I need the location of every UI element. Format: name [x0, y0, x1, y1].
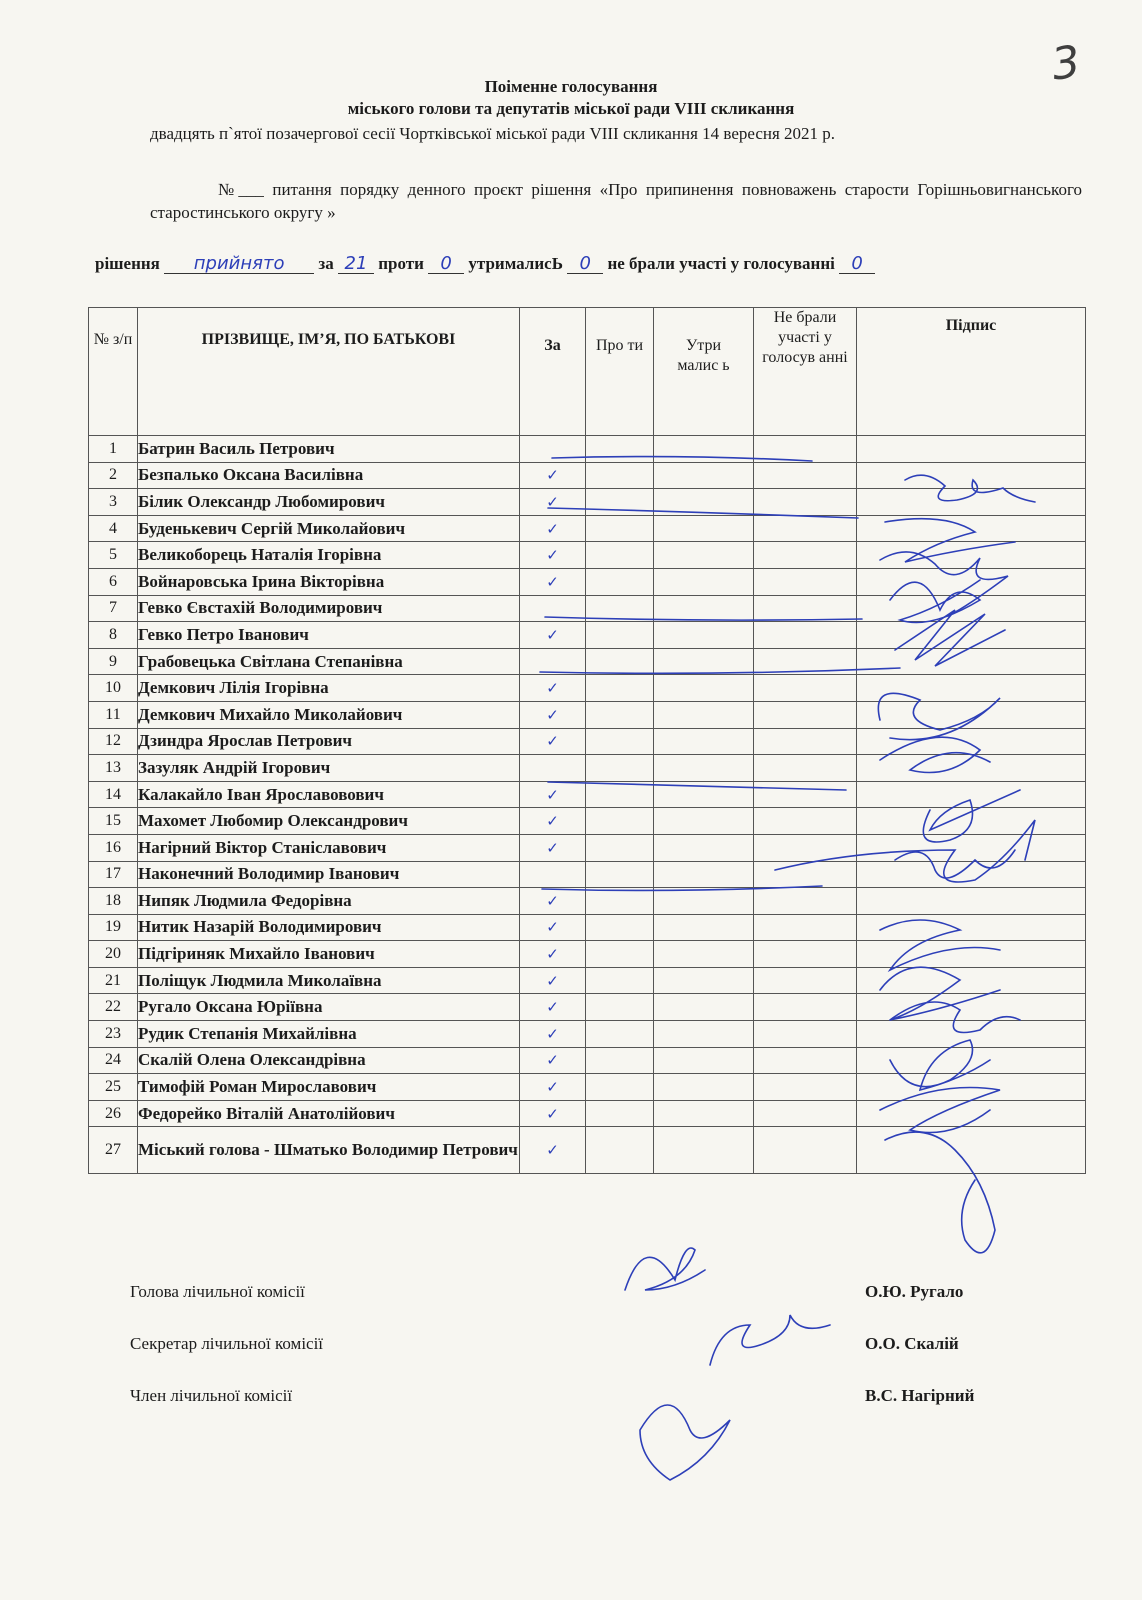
table-row [89, 675, 1086, 702]
not-voted-label: не брали участі у голосуванні [607, 254, 835, 273]
vote-against-cell [586, 755, 654, 782]
vote-against-cell [586, 542, 654, 569]
for-label: за [318, 254, 334, 273]
header-name: ПРІЗВИЩЕ, ІМ’Я, ПО БАТЬКОВІ [138, 308, 520, 436]
member-name: Махомет Любомир Олександрович [138, 808, 520, 835]
member-name: Батрин Василь Петрович [138, 436, 520, 463]
member-name: Безпалько Оксана Василівна [138, 462, 520, 489]
vote-for-cell [520, 542, 586, 569]
vote-against-cell [586, 489, 654, 516]
agenda-text: питання порядку денного проєкт рішення «Про припинення повноважень старости Горішньовигнанського старостинського округу » [150, 180, 1082, 222]
check-mark-icon: ✓ [546, 1078, 559, 1097]
table-row [89, 834, 1086, 861]
signature-cell [857, 781, 1086, 808]
vote-abstained-cell [654, 1047, 754, 1074]
vote-not-voted-cell [754, 994, 857, 1021]
signature-cell [857, 462, 1086, 489]
signature-cell [857, 728, 1086, 755]
vote-against-cell [586, 994, 654, 1021]
decision-label: рішення [95, 254, 160, 273]
vote-not-voted-cell [754, 781, 857, 808]
vote-not-voted-cell [754, 436, 857, 463]
vote-abstained-cell [654, 781, 754, 808]
vote-against-cell [586, 1100, 654, 1127]
header-against: Про ти [586, 308, 654, 436]
table-row [89, 808, 1086, 835]
row-number: 2 [89, 462, 138, 489]
vote-for-cell [520, 1021, 586, 1048]
voting-table-body [89, 436, 1086, 1174]
check-mark-icon: ✓ [546, 572, 559, 591]
row-number: 5 [89, 542, 138, 569]
table-row [89, 622, 1086, 649]
vote-abstained-cell [654, 436, 754, 463]
vote-not-voted-cell [754, 595, 857, 622]
vote-not-voted-cell [754, 1021, 857, 1048]
signature-cell [857, 1047, 1086, 1074]
vote-for-cell [520, 994, 586, 1021]
vote-not-voted-cell [754, 701, 857, 728]
vote-abstained-cell [654, 595, 754, 622]
vote-not-voted-cell [754, 648, 857, 675]
table-row [89, 941, 1086, 968]
table-row [89, 568, 1086, 595]
member-name: Тимофій Роман Мирославович [138, 1074, 520, 1101]
vote-against-cell [586, 568, 654, 595]
member-role: Член лічильної комісії [130, 1386, 293, 1405]
member-name: Дзиндра Ярослав Петрович [138, 728, 520, 755]
vote-against-cell [586, 1021, 654, 1048]
vote-against-cell [586, 622, 654, 649]
vote-for-cell [520, 462, 586, 489]
vote-for-cell [520, 1047, 586, 1074]
vote-for-cell [520, 1074, 586, 1101]
page-number: 3 [1048, 36, 1084, 91]
vote-for-cell [520, 1100, 586, 1127]
vote-abstained-cell [654, 914, 754, 941]
vote-for-cell [520, 755, 586, 782]
member-name: Великоборець Наталія Ігорівна [138, 542, 520, 569]
row-number: 7 [89, 595, 138, 622]
member-name: Гевко Петро Іванович [138, 622, 520, 649]
vote-not-voted-cell [754, 914, 857, 941]
vote-against-cell [586, 728, 654, 755]
vote-for-cell [520, 781, 586, 808]
member-name: Рудик Степанія Михайлівна [138, 1021, 520, 1048]
vote-abstained-cell [654, 568, 754, 595]
vote-abstained-cell [654, 675, 754, 702]
vote-abstained-cell [654, 701, 754, 728]
signature-cell [857, 675, 1086, 702]
vote-against-cell [586, 648, 654, 675]
row-number: 26 [89, 1100, 138, 1127]
vote-against-cell [586, 1047, 654, 1074]
signature-cell [857, 701, 1086, 728]
table-row [89, 994, 1086, 1021]
vote-abstained-cell [654, 994, 754, 1021]
check-mark-icon: ✓ [546, 1051, 559, 1070]
check-mark-icon: ✓ [546, 466, 559, 485]
table-row [89, 861, 1086, 888]
table-row [89, 489, 1086, 516]
vote-for-cell [520, 808, 586, 835]
table-row [89, 542, 1086, 569]
signature-cell [857, 967, 1086, 994]
vote-abstained-cell [654, 515, 754, 542]
row-number: 17 [89, 861, 138, 888]
check-mark-icon: ✓ [546, 918, 559, 937]
vote-not-voted-cell [754, 755, 857, 782]
vote-not-voted-cell [754, 515, 857, 542]
vote-against-cell [586, 861, 654, 888]
vote-abstained-cell [654, 542, 754, 569]
row-number: 12 [89, 728, 138, 755]
row-number: 22 [89, 994, 138, 1021]
table-row [89, 1074, 1086, 1101]
vote-not-voted-cell [754, 888, 857, 915]
row-number: 25 [89, 1074, 138, 1101]
check-mark-icon: ✓ [546, 971, 559, 990]
signature-cell [857, 1127, 1086, 1174]
member-name: Нипяк Людмила Федорівна [138, 888, 520, 915]
vote-abstained-cell [654, 888, 754, 915]
vote-not-voted-cell [754, 941, 857, 968]
row-number: 9 [89, 648, 138, 675]
decision-summary [95, 254, 1095, 274]
signature-cell [857, 515, 1086, 542]
vote-abstained-cell [654, 622, 754, 649]
table-row [89, 648, 1086, 675]
row-number: 21 [89, 967, 138, 994]
signature-cell [857, 595, 1086, 622]
row-number: 20 [89, 941, 138, 968]
vote-abstained-cell [654, 967, 754, 994]
vote-not-voted-cell [754, 1074, 857, 1101]
signature-cell [857, 436, 1086, 463]
not-voted-count: 0 [839, 255, 875, 274]
vote-not-voted-cell [754, 675, 857, 702]
vote-abstained-cell [654, 808, 754, 835]
member-name: Войнаровська Ірина Вікторівна [138, 568, 520, 595]
member-name: Грабовецька Світлана Степанівна [138, 648, 520, 675]
vote-abstained-cell [654, 648, 754, 675]
member-name: Скалій Олена Олександрівна [138, 1047, 520, 1074]
member-name: Зазуляк Андрій Ігорович [138, 755, 520, 782]
check-mark-icon: ✓ [546, 1024, 559, 1043]
member-name: Демкович Лілія Ігорівна [138, 675, 520, 702]
vote-for-cell [520, 967, 586, 994]
check-mark-icon: ✓ [546, 705, 559, 724]
session-description: двадцять п`ятої позачергової сесії Чортківської міської ради VIII скликання 14 вересня 2021 р. [150, 124, 836, 143]
vote-not-voted-cell [754, 834, 857, 861]
vote-for-cell [520, 648, 586, 675]
vote-against-cell [586, 595, 654, 622]
table-row [89, 1127, 1086, 1174]
member-name: Демкович Михайло Миколайович [138, 701, 520, 728]
vote-abstained-cell [654, 1100, 754, 1127]
signature-cell [857, 914, 1086, 941]
vote-not-voted-cell [754, 462, 857, 489]
vote-not-voted-cell [754, 489, 857, 516]
signature-secretary [710, 1315, 830, 1365]
table-row [89, 515, 1086, 542]
check-mark-icon: ✓ [546, 492, 559, 511]
vote-not-voted-cell [754, 1127, 857, 1174]
document-title: Поіменне голосування [484, 77, 658, 96]
against-label: проти [378, 254, 424, 273]
vote-not-voted-cell [754, 542, 857, 569]
vote-against-cell [586, 675, 654, 702]
vote-for-cell [520, 436, 586, 463]
signature-cell [857, 941, 1086, 968]
vote-not-voted-cell [754, 861, 857, 888]
check-mark-icon: ✓ [546, 1104, 559, 1123]
vote-not-voted-cell [754, 568, 857, 595]
table-row [89, 462, 1086, 489]
vote-for-cell [520, 914, 586, 941]
voting-table [88, 307, 1086, 1174]
vote-for-cell [520, 568, 586, 595]
vote-for-cell [520, 515, 586, 542]
chairman-role: Голова лічильної комісії [130, 1282, 305, 1301]
vote-abstained-cell [654, 728, 754, 755]
against-count: 0 [428, 255, 464, 274]
member-name: Наконечний Володимир Іванович [138, 861, 520, 888]
decision-value: прийнято [164, 255, 314, 274]
row-number: 16 [89, 834, 138, 861]
vote-abstained-cell [654, 1127, 754, 1174]
check-mark-icon: ✓ [546, 945, 559, 964]
vote-against-cell [586, 701, 654, 728]
secretary-role: Секретар лічильної комісії [130, 1334, 324, 1353]
vote-for-cell [520, 595, 586, 622]
signature-cell [857, 808, 1086, 835]
vote-against-cell [586, 914, 654, 941]
vote-against-cell [586, 781, 654, 808]
row-number: 13 [89, 755, 138, 782]
check-mark-icon: ✓ [546, 891, 559, 910]
row-number: 14 [89, 781, 138, 808]
member-name: Нитик Назарій Володимирович [138, 914, 520, 941]
vote-for-cell [520, 701, 586, 728]
row-number: 24 [89, 1047, 138, 1074]
vote-not-voted-cell [754, 1100, 857, 1127]
agenda-item [150, 178, 1082, 224]
header-for: За [520, 308, 586, 436]
member-name: Поліщук Людмила Миколаївна [138, 967, 520, 994]
vote-for-cell [520, 622, 586, 649]
row-number: 27 [89, 1127, 138, 1174]
row-number: 19 [89, 914, 138, 941]
vote-against-cell [586, 462, 654, 489]
vote-against-cell [586, 515, 654, 542]
vote-for-cell [520, 941, 586, 968]
signature-cell [857, 755, 1086, 782]
vote-not-voted-cell [754, 967, 857, 994]
signature-cell [857, 994, 1086, 1021]
row-number: 1 [89, 436, 138, 463]
row-number: 4 [89, 515, 138, 542]
vote-abstained-cell [654, 462, 754, 489]
table-row [89, 728, 1086, 755]
signature-cell [857, 622, 1086, 649]
signature-cell [857, 1100, 1086, 1127]
row-number: 6 [89, 568, 138, 595]
vote-not-voted-cell [754, 808, 857, 835]
signature-cell [857, 861, 1086, 888]
table-row [89, 595, 1086, 622]
vote-abstained-cell [654, 755, 754, 782]
vote-abstained-cell [654, 941, 754, 968]
vote-abstained-cell [654, 489, 754, 516]
signature-cell [857, 648, 1086, 675]
vote-for-cell [520, 728, 586, 755]
table-row [89, 888, 1086, 915]
vote-not-voted-cell [754, 728, 857, 755]
table-row [89, 967, 1086, 994]
check-mark-icon: ✓ [546, 732, 559, 751]
row-number: 10 [89, 675, 138, 702]
signature-chairman [625, 1248, 705, 1290]
for-count: 21 [338, 255, 374, 274]
vote-against-cell [586, 1127, 654, 1174]
signature-cell [857, 489, 1086, 516]
check-mark-icon: ✓ [546, 625, 559, 644]
member-name: Калакайло Іван Ярославовович [138, 781, 520, 808]
agenda-number: №___ [218, 180, 264, 199]
member-name: Міський голова - Шматько Володимир Петрович [138, 1127, 520, 1174]
table-row [89, 1047, 1086, 1074]
secretary-name: О.О. Скалій [865, 1334, 959, 1353]
row-number: 18 [89, 888, 138, 915]
signature-member [640, 1405, 730, 1480]
member-name: Буденькевич Сергій Миколайович [138, 515, 520, 542]
vote-against-cell [586, 888, 654, 915]
table-row [89, 914, 1086, 941]
signature-cell [857, 1021, 1086, 1048]
row-number: 23 [89, 1021, 138, 1048]
chairman-name: О.Ю. Ругало [865, 1282, 964, 1301]
signature-cell [857, 888, 1086, 915]
vote-for-cell [520, 888, 586, 915]
vote-against-cell [586, 436, 654, 463]
vote-against-cell [586, 808, 654, 835]
abstained-count: 0 [567, 255, 603, 274]
check-mark-icon: ✓ [546, 785, 559, 804]
row-number: 15 [89, 808, 138, 835]
member-name: Ругало Оксана Юріївна [138, 994, 520, 1021]
member-name: Білик Олександр Любомирович [138, 489, 520, 516]
vote-not-voted-cell [754, 1047, 857, 1074]
vote-abstained-cell [654, 1074, 754, 1101]
vote-against-cell [586, 834, 654, 861]
signature-cell [857, 834, 1086, 861]
vote-against-cell [586, 941, 654, 968]
check-mark-icon: ✓ [546, 679, 559, 698]
vote-for-cell [520, 1127, 586, 1174]
header-abstained: Утри малис ь [654, 308, 754, 436]
member-name: Гевко Євстахій Володимирович [138, 595, 520, 622]
row-number: 11 [89, 701, 138, 728]
header-not-voted: Не брали участі у голосув анні [754, 308, 857, 436]
check-mark-icon: ✓ [546, 519, 559, 538]
table-row [89, 701, 1086, 728]
signature-cell [857, 542, 1086, 569]
document-subtitle: міського голови та депутатів міської ради VIII скликання [347, 99, 795, 118]
vote-not-voted-cell [754, 622, 857, 649]
abstained-label: утрималисЬ [468, 254, 563, 273]
member-name: Нагірний Віктор Станіславович [138, 834, 520, 861]
check-mark-icon: ✓ [546, 998, 559, 1017]
row-number: 8 [89, 622, 138, 649]
table-row [89, 436, 1086, 463]
member-name: Федорейко Віталій Анатолійович [138, 1100, 520, 1127]
header-signature: Підпис [857, 308, 1086, 436]
table-row [89, 755, 1086, 782]
table-row [89, 781, 1086, 808]
check-mark-icon: ✓ [546, 812, 559, 831]
row-number: 3 [89, 489, 138, 516]
check-mark-icon: ✓ [546, 1141, 559, 1160]
member-name: В.С. Нагірний [865, 1386, 975, 1405]
vote-for-cell [520, 675, 586, 702]
vote-for-cell [520, 861, 586, 888]
vote-for-cell [520, 834, 586, 861]
vote-abstained-cell [654, 834, 754, 861]
vote-abstained-cell [654, 861, 754, 888]
vote-against-cell [586, 1074, 654, 1101]
table-row [89, 1021, 1086, 1048]
table-row [89, 1100, 1086, 1127]
vote-for-cell [520, 489, 586, 516]
check-mark-icon: ✓ [546, 546, 559, 565]
signature-cell [857, 568, 1086, 595]
check-mark-icon: ✓ [546, 838, 559, 857]
signature-cell [857, 1074, 1086, 1101]
vote-abstained-cell [654, 1021, 754, 1048]
header-number: № з/п [89, 308, 138, 436]
member-name: Підгіриняк Михайло Іванович [138, 941, 520, 968]
vote-against-cell [586, 967, 654, 994]
